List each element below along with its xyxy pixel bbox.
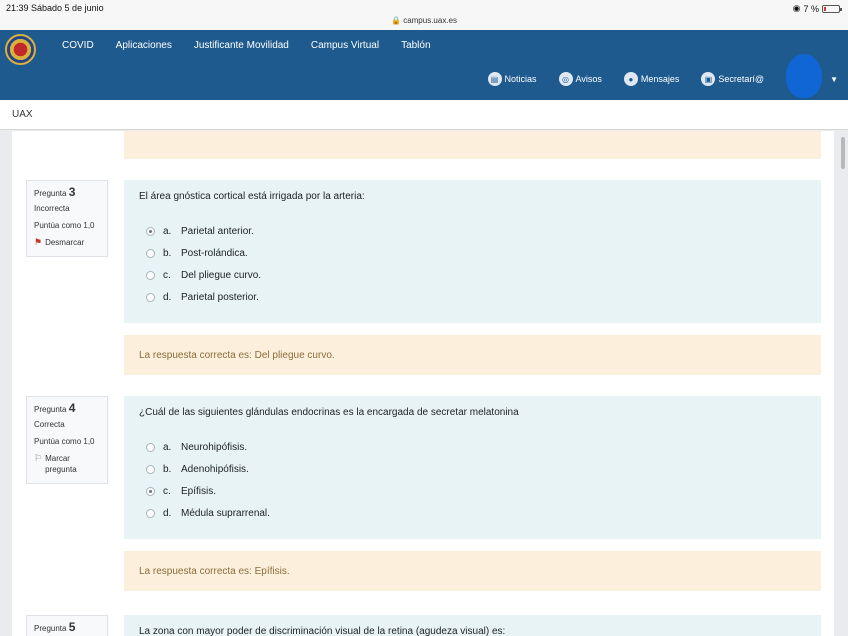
menu-item-aplicaciones[interactable]: Aplicaciones [115, 40, 172, 51]
menu-item-covid[interactable]: COVID [62, 40, 94, 51]
main-menu [62, 40, 431, 51]
status-time: 21:39 Sábado 5 de junio [6, 3, 104, 13]
chevron-down-icon[interactable]: ▼ [830, 74, 838, 84]
question-label: Pregunta [34, 189, 67, 198]
question-content-5 [124, 615, 821, 636]
question-content-4 [124, 396, 821, 539]
radio-button[interactable] [146, 249, 155, 258]
chat-icon: ● [624, 72, 638, 86]
answer-text: Parietal posterior. [181, 291, 259, 303]
question-marks: Puntúa como 1,0 [34, 437, 95, 446]
question-state: Correcta [34, 420, 65, 429]
address-bar[interactable]: 🔒 campus.uax.es [391, 16, 457, 25]
quiz-review [12, 131, 834, 636]
answer-letter: b. [163, 247, 172, 259]
bell-icon: ◎ [559, 72, 573, 86]
question-content-3 [124, 180, 821, 323]
radio-button[interactable] [146, 443, 155, 452]
wifi-icon: ◉ [792, 3, 801, 13]
question-marks: Puntúa como 1,0 [34, 221, 95, 230]
answer-text: Adenohipófisis. [181, 463, 249, 475]
mensajes-label: Mensajes [640, 74, 680, 84]
question-number: 5 [68, 620, 76, 634]
answer-option[interactable] [139, 286, 806, 308]
answer-text: Parietal anterior. [181, 225, 254, 237]
avatar[interactable] [786, 54, 822, 98]
news-icon: ▤ [488, 72, 502, 86]
battery-icon [822, 5, 840, 13]
answer-text: Médula suprarrenal. [181, 507, 270, 519]
answer-option[interactable] [139, 458, 806, 480]
battery-percent: 7 % [803, 3, 819, 14]
answer-option[interactable] [139, 480, 806, 502]
answer-option[interactable] [139, 436, 806, 458]
radio-button[interactable] [146, 465, 155, 474]
avisos-label: Avisos [575, 74, 602, 84]
answer-option[interactable] [139, 220, 806, 242]
flag-toggle-4[interactable] [34, 453, 101, 475]
answer-text: Neurohipófisis. [181, 441, 248, 453]
flag-outline-icon: ⚐ [34, 453, 43, 463]
question-label: Pregunta [34, 624, 67, 633]
breadcrumb[interactable]: UAX [12, 109, 33, 120]
answer-text: Del pliegue curvo. [181, 269, 262, 281]
radio-button[interactable] [146, 487, 155, 496]
answer-letter: a. [163, 225, 172, 237]
radio-button[interactable] [146, 509, 155, 518]
answer-letter: b. [163, 463, 172, 475]
question-text: La zona con mayor poder de discriminación visual de la retina (agudeza visual) es: [139, 626, 506, 636]
answer-option[interactable] [139, 242, 806, 264]
mensajes-link[interactable] [624, 72, 680, 86]
question-text: ¿Cuál de las siguientes glándulas endocrinas es la encargada de secretar melatonina [139, 407, 519, 418]
noticias-label: Noticias [504, 74, 537, 84]
question-label: Pregunta [34, 405, 67, 414]
answer-letter: d. [163, 291, 172, 303]
menu-item-campus-virtual[interactable]: Campus Virtual [310, 40, 380, 51]
correct-answer-feedback: La respuesta correcta es: Epífisis. [124, 551, 821, 591]
answer-option[interactable] [139, 264, 806, 286]
answer-letter: c. [163, 485, 171, 497]
flag-icon: ⚑ [34, 237, 43, 247]
question-state: Incorrecta [34, 204, 70, 213]
university-logo[interactable] [5, 34, 36, 65]
status-indicators [793, 3, 840, 14]
question-info-3 [26, 180, 108, 257]
page-scrollbar[interactable] [841, 131, 845, 636]
correct-answer-feedback: La respuesta correcta es: Del pliegue curvo. [124, 335, 821, 375]
answer-letter: c. [163, 269, 171, 281]
flag-label: Desmarcar [45, 238, 85, 247]
avisos-link[interactable] [559, 72, 602, 86]
menu-item-justificante-movilidad[interactable]: Justificante Movilidad [193, 40, 289, 51]
question-info-4 [26, 396, 108, 484]
secretaria-label: Secretarí@ [718, 74, 765, 84]
question-info-5 [26, 615, 108, 636]
radio-button[interactable] [146, 293, 155, 302]
answer-option[interactable] [139, 502, 806, 524]
question-number: 4 [68, 401, 76, 415]
question-number: 3 [68, 185, 76, 199]
answer-text: Epífisis. [181, 485, 217, 497]
scrollbar-thumb[interactable] [841, 137, 845, 169]
document-icon: ▣ [701, 72, 715, 86]
breadcrumb-bar [0, 100, 848, 130]
noticias-link[interactable] [488, 72, 537, 86]
question-text: El área gnóstica cortical está irrigada por la arteria: [139, 191, 365, 202]
answer-letter: a. [163, 441, 172, 453]
address-url: campus.uax.es [403, 16, 457, 25]
flag-toggle-3[interactable] [34, 237, 101, 248]
user-menu [488, 68, 848, 90]
top-navbar [0, 30, 848, 100]
radio-button[interactable] [146, 227, 155, 236]
answer-letter: d. [163, 507, 172, 519]
answer-text: Post-rolándica. [181, 247, 248, 259]
status-bar [0, 0, 848, 30]
previous-feedback [124, 131, 821, 159]
flag-label: Marcar pregunta [45, 454, 77, 474]
radio-button[interactable] [146, 271, 155, 280]
menu-item-tablon[interactable]: Tablón [401, 40, 431, 51]
secretaria-link[interactable] [701, 72, 764, 86]
